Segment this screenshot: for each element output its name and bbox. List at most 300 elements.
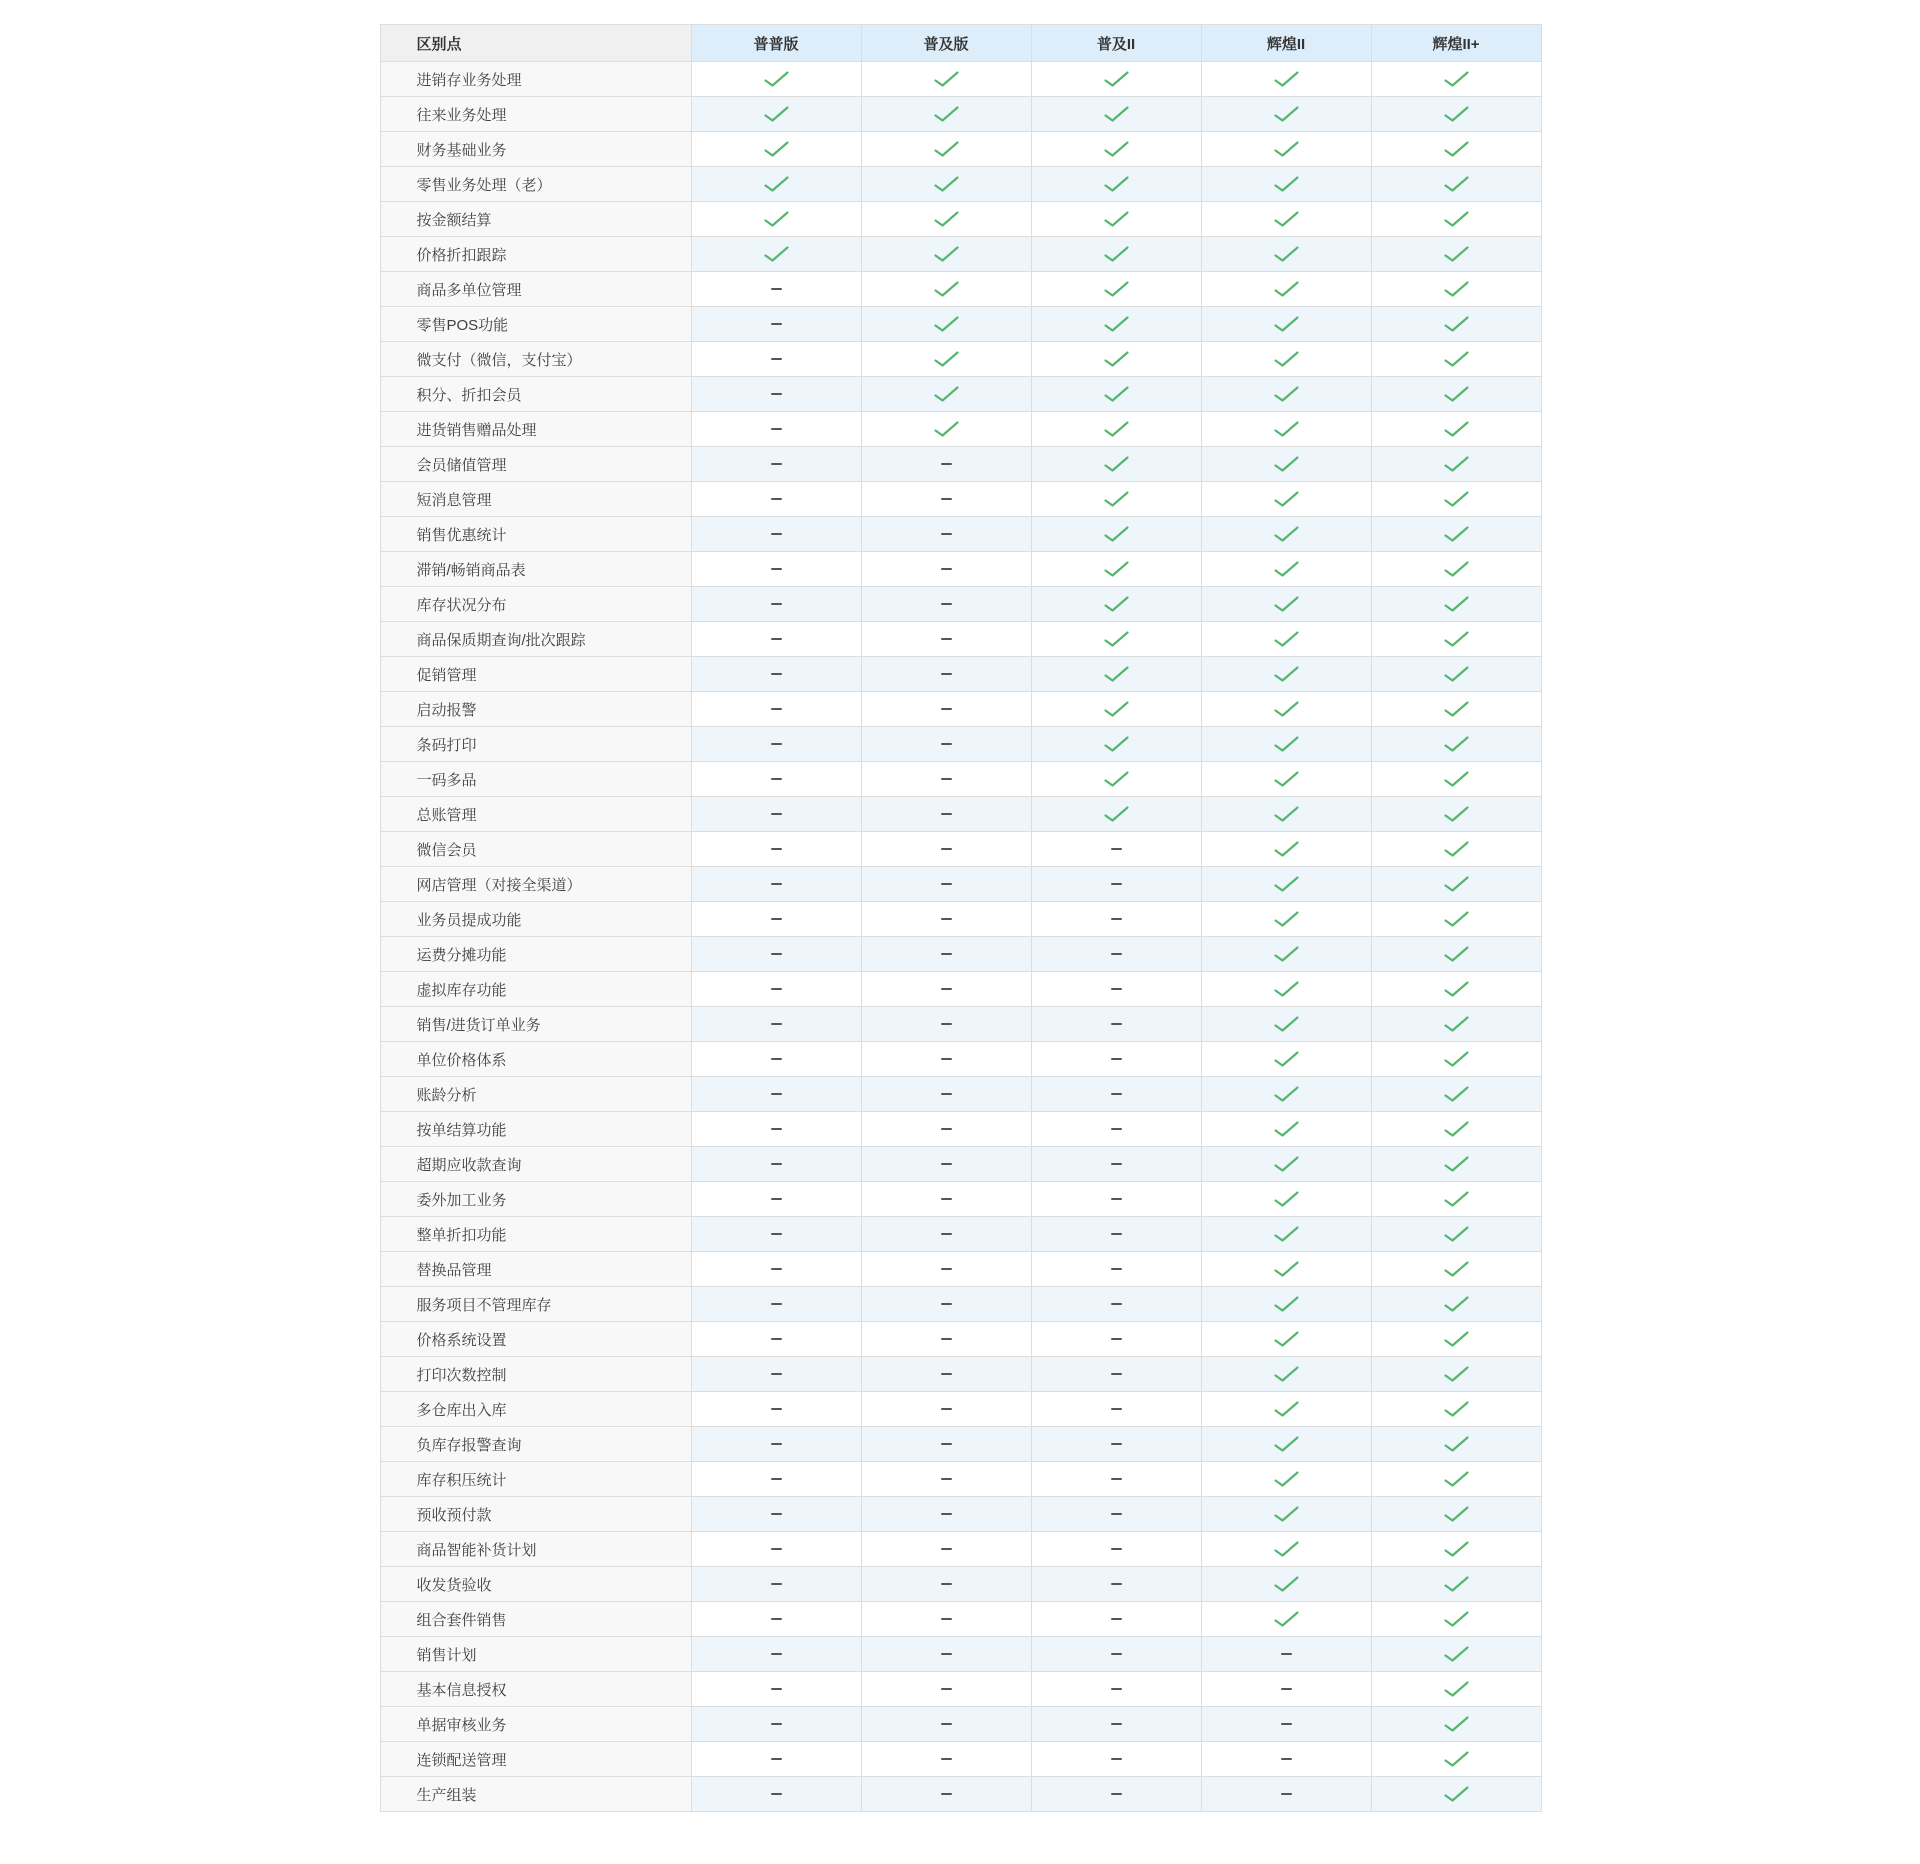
feature-label: 商品保质期查询/批次跟踪	[380, 622, 691, 657]
feature-available-cell	[1371, 1497, 1541, 1532]
table-row	[380, 1742, 1541, 1777]
dash-icon	[1111, 1373, 1122, 1375]
dash-icon	[771, 1653, 782, 1655]
dash-icon	[771, 533, 782, 535]
feature-available-cell	[1371, 1007, 1541, 1042]
feature-unavailable-cell	[691, 1532, 861, 1567]
feature-label: 预收预付款	[380, 1497, 691, 1532]
dash-icon	[771, 1618, 782, 1620]
comparison-table-body	[380, 62, 1541, 1812]
feature-unavailable-cell	[1201, 1672, 1371, 1707]
check-icon	[1443, 1680, 1470, 1698]
check-icon	[1443, 70, 1470, 88]
feature-available-cell	[1031, 762, 1201, 797]
check-icon	[1103, 385, 1130, 403]
check-icon	[1273, 1470, 1300, 1488]
feature-available-cell	[1201, 1427, 1371, 1462]
dash-icon	[941, 883, 952, 885]
dash-icon	[771, 1338, 782, 1340]
table-row	[380, 1252, 1541, 1287]
dash-icon	[771, 1023, 782, 1025]
dash-icon	[771, 1793, 782, 1795]
dash-icon	[771, 323, 782, 325]
table-row	[380, 1007, 1541, 1042]
feature-unavailable-cell	[1031, 937, 1201, 972]
feature-available-cell	[1201, 62, 1371, 97]
dash-icon	[941, 918, 952, 920]
dash-icon	[1111, 1303, 1122, 1305]
feature-available-cell	[1371, 1532, 1541, 1567]
check-icon	[933, 210, 960, 228]
dash-icon	[941, 1303, 952, 1305]
feature-available-cell	[1031, 657, 1201, 692]
comparison-table	[380, 24, 1542, 1812]
feature-available-cell	[1371, 1602, 1541, 1637]
feature-unavailable-cell	[691, 1637, 861, 1672]
feature-available-cell	[1371, 97, 1541, 132]
feature-available-cell	[1371, 1392, 1541, 1427]
feature-available-cell	[1031, 587, 1201, 622]
feature-label: 单据审核业务	[380, 1707, 691, 1742]
feature-available-cell	[1371, 237, 1541, 272]
check-icon	[1273, 1085, 1300, 1103]
feature-unavailable-cell	[861, 692, 1031, 727]
dash-icon	[1111, 1478, 1122, 1480]
feature-unavailable-cell	[1031, 1357, 1201, 1392]
feature-unavailable-cell	[691, 832, 861, 867]
feature-available-cell	[691, 202, 861, 237]
dash-icon	[1111, 848, 1122, 850]
dash-icon	[1111, 1443, 1122, 1445]
dash-icon	[941, 1758, 952, 1760]
feature-unavailable-cell	[861, 762, 1031, 797]
check-icon	[933, 70, 960, 88]
feature-unavailable-cell	[691, 1427, 861, 1462]
check-icon	[1273, 1155, 1300, 1173]
comparison-table-container	[380, 0, 1541, 1812]
table-row	[380, 972, 1541, 1007]
dash-icon	[771, 288, 782, 290]
check-icon	[1273, 980, 1300, 998]
feature-unavailable-cell	[691, 517, 861, 552]
feature-available-cell	[1371, 867, 1541, 902]
check-icon	[763, 175, 790, 193]
table-row	[380, 692, 1541, 727]
feature-available-cell	[1201, 1462, 1371, 1497]
feature-unavailable-cell	[861, 1322, 1031, 1357]
feature-available-cell	[1201, 1532, 1371, 1567]
feature-unavailable-cell	[1031, 1322, 1201, 1357]
check-icon	[1443, 1540, 1470, 1558]
check-icon	[1273, 1050, 1300, 1068]
table-row	[380, 132, 1541, 167]
feature-label: 库存积压统计	[380, 1462, 691, 1497]
feature-unavailable-cell	[1031, 1077, 1201, 1112]
table-row	[380, 1112, 1541, 1147]
dash-icon	[941, 638, 952, 640]
feature-label: 会员储值管理	[380, 447, 691, 482]
dash-icon	[771, 1128, 782, 1130]
check-icon	[1443, 1225, 1470, 1243]
check-icon	[1103, 175, 1130, 193]
table-row	[380, 62, 1541, 97]
dash-icon	[941, 1268, 952, 1270]
feature-unavailable-cell	[691, 1357, 861, 1392]
feature-label: 微支付（微信，支付宝）	[380, 342, 691, 377]
feature-available-cell	[1371, 1217, 1541, 1252]
feature-available-cell	[1201, 657, 1371, 692]
feature-available-cell	[1371, 272, 1541, 307]
feature-available-cell	[1031, 692, 1201, 727]
feature-unavailable-cell	[861, 1602, 1031, 1637]
check-icon	[763, 245, 790, 263]
feature-available-cell	[1371, 447, 1541, 482]
check-icon	[1443, 980, 1470, 998]
feature-unavailable-cell	[691, 1147, 861, 1182]
table-row	[380, 1182, 1541, 1217]
dash-icon	[941, 1128, 952, 1130]
feature-unavailable-cell	[861, 517, 1031, 552]
feature-label: 网店管理（对接全渠道）	[380, 867, 691, 902]
feature-available-cell	[1201, 1322, 1371, 1357]
feature-unavailable-cell	[1031, 1392, 1201, 1427]
table-row	[380, 482, 1541, 517]
dash-icon	[941, 778, 952, 780]
feature-unavailable-cell	[1031, 1252, 1201, 1287]
header-row	[380, 25, 1541, 62]
feature-unavailable-cell	[1031, 1287, 1201, 1322]
feature-available-cell	[1201, 902, 1371, 937]
feature-label: 销售计划	[380, 1637, 691, 1672]
check-icon	[1273, 770, 1300, 788]
table-row	[380, 1602, 1541, 1637]
table-row	[380, 1322, 1541, 1357]
feature-unavailable-cell	[691, 1777, 861, 1812]
check-icon	[1443, 1330, 1470, 1348]
feature-available-cell	[1371, 1042, 1541, 1077]
dash-icon	[771, 1058, 782, 1060]
dash-icon	[1111, 883, 1122, 885]
feature-available-cell	[1371, 1462, 1541, 1497]
table-row	[380, 622, 1541, 657]
check-icon	[1273, 630, 1300, 648]
feature-unavailable-cell	[691, 1322, 861, 1357]
dash-icon	[771, 883, 782, 885]
feature-unavailable-cell	[691, 1392, 861, 1427]
feature-available-cell	[1201, 1077, 1371, 1112]
check-icon	[1273, 1260, 1300, 1278]
check-icon	[1443, 1505, 1470, 1523]
dash-icon	[1111, 1513, 1122, 1515]
check-icon	[1443, 1365, 1470, 1383]
dash-icon	[941, 463, 952, 465]
feature-unavailable-cell	[691, 1567, 861, 1602]
table-header	[380, 25, 1541, 62]
dash-icon	[1111, 1688, 1122, 1690]
feature-available-cell	[1201, 832, 1371, 867]
feature-available-cell	[1031, 552, 1201, 587]
check-icon	[763, 210, 790, 228]
dash-icon	[941, 1583, 952, 1585]
feature-unavailable-cell	[1031, 902, 1201, 937]
feature-available-cell	[1371, 937, 1541, 972]
check-icon	[1443, 280, 1470, 298]
table-row	[380, 1462, 1541, 1497]
check-icon	[1443, 1085, 1470, 1103]
check-icon	[1273, 1505, 1300, 1523]
dash-icon	[771, 1513, 782, 1515]
feature-label: 单位价格体系	[380, 1042, 691, 1077]
check-icon	[1273, 105, 1300, 123]
check-icon	[1273, 280, 1300, 298]
dash-icon	[941, 1793, 952, 1795]
feature-available-cell	[1371, 202, 1541, 237]
dash-icon	[771, 603, 782, 605]
feature-available-cell	[1371, 1427, 1541, 1462]
check-icon	[933, 420, 960, 438]
dash-icon	[941, 1198, 952, 1200]
table-row	[380, 412, 1541, 447]
check-icon	[1273, 455, 1300, 473]
check-icon	[1443, 735, 1470, 753]
feature-available-cell	[1371, 1742, 1541, 1777]
feature-available-cell	[691, 132, 861, 167]
dash-icon	[941, 1478, 952, 1480]
dash-icon	[771, 1688, 782, 1690]
check-icon	[1273, 665, 1300, 683]
feature-available-cell	[1201, 1602, 1371, 1637]
feature-available-cell	[1201, 202, 1371, 237]
feature-available-cell	[861, 202, 1031, 237]
feature-unavailable-cell	[861, 832, 1031, 867]
feature-available-cell	[1371, 1252, 1541, 1287]
feature-available-cell	[1031, 517, 1201, 552]
check-icon	[1273, 525, 1300, 543]
feature-unavailable-cell	[861, 937, 1031, 972]
feature-available-cell	[1371, 1357, 1541, 1392]
check-icon	[1443, 595, 1470, 613]
feature-unavailable-cell	[691, 1462, 861, 1497]
feature-unavailable-cell	[691, 482, 861, 517]
dash-icon	[771, 1723, 782, 1725]
dash-icon	[1111, 1758, 1122, 1760]
check-icon	[1273, 875, 1300, 893]
feature-label: 按金额结算	[380, 202, 691, 237]
feature-unavailable-cell	[861, 1357, 1031, 1392]
dash-icon	[941, 1093, 952, 1095]
feature-available-cell	[1371, 412, 1541, 447]
check-icon	[1103, 525, 1130, 543]
feature-available-cell	[1031, 482, 1201, 517]
feature-available-cell	[1201, 1217, 1371, 1252]
check-icon	[1273, 1610, 1300, 1628]
check-icon	[1103, 805, 1130, 823]
check-icon	[1273, 1435, 1300, 1453]
feature-unavailable-cell	[1031, 972, 1201, 1007]
feature-unavailable-cell	[861, 727, 1031, 762]
table-row	[380, 937, 1541, 972]
dash-icon	[771, 428, 782, 430]
feature-available-cell	[1371, 377, 1541, 412]
table-row	[380, 1532, 1541, 1567]
feature-unavailable-cell	[691, 937, 861, 972]
feature-label: 财务基础业务	[380, 132, 691, 167]
feature-available-cell	[691, 62, 861, 97]
check-icon	[1273, 245, 1300, 263]
feature-available-cell	[1201, 1567, 1371, 1602]
table-row	[380, 797, 1541, 832]
feature-unavailable-cell	[861, 657, 1031, 692]
dash-icon	[771, 778, 782, 780]
dash-icon	[941, 673, 952, 675]
feature-available-cell	[1031, 447, 1201, 482]
feature-unavailable-cell	[861, 1742, 1031, 1777]
table-row	[380, 377, 1541, 412]
table-row	[380, 1287, 1541, 1322]
dash-icon	[1111, 1198, 1122, 1200]
feature-available-cell	[1031, 97, 1201, 132]
check-icon	[1103, 245, 1130, 263]
check-icon	[1273, 1225, 1300, 1243]
check-icon	[1273, 1015, 1300, 1033]
column-header-huihuang2: 辉煌II	[1201, 25, 1371, 62]
check-icon	[1443, 1435, 1470, 1453]
check-icon	[1443, 490, 1470, 508]
feature-unavailable-cell	[861, 1252, 1031, 1287]
check-icon	[1443, 910, 1470, 928]
check-icon	[1443, 1645, 1470, 1663]
feature-unavailable-cell	[691, 1182, 861, 1217]
feature-available-cell	[861, 62, 1031, 97]
check-icon	[1273, 1295, 1300, 1313]
feature-unavailable-cell	[691, 657, 861, 692]
check-icon	[1443, 1785, 1470, 1803]
feature-unavailable-cell	[861, 1217, 1031, 1252]
feature-unavailable-cell	[861, 902, 1031, 937]
feature-label: 启动报警	[380, 692, 691, 727]
feature-unavailable-cell	[1031, 1742, 1201, 1777]
feature-available-cell	[1371, 622, 1541, 657]
feature-unavailable-cell	[861, 1427, 1031, 1462]
check-icon	[1443, 1470, 1470, 1488]
feature-available-cell	[1031, 272, 1201, 307]
feature-label: 零售POS功能	[380, 307, 691, 342]
dash-icon	[771, 1478, 782, 1480]
check-icon	[1103, 280, 1130, 298]
feature-label: 短消息管理	[380, 482, 691, 517]
dash-icon	[941, 988, 952, 990]
check-icon	[1443, 1295, 1470, 1313]
dash-icon	[1111, 1058, 1122, 1060]
check-icon	[1443, 1260, 1470, 1278]
dash-icon	[771, 1303, 782, 1305]
check-icon	[1443, 1750, 1470, 1768]
dash-icon	[941, 1233, 952, 1235]
feature-unavailable-cell	[691, 1077, 861, 1112]
dash-icon	[1111, 1093, 1122, 1095]
check-icon	[1443, 1015, 1470, 1033]
feature-unavailable-cell	[1031, 1672, 1201, 1707]
dash-icon	[941, 498, 952, 500]
feature-label: 条码打印	[380, 727, 691, 762]
feature-unavailable-cell	[1031, 1007, 1201, 1042]
feature-label: 商品智能补货计划	[380, 1532, 691, 1567]
feature-available-cell	[1201, 937, 1371, 972]
check-icon	[1443, 1155, 1470, 1173]
check-icon	[1443, 630, 1470, 648]
table-row	[380, 1357, 1541, 1392]
table-row	[380, 762, 1541, 797]
check-icon	[1103, 140, 1130, 158]
dash-icon	[941, 1548, 952, 1550]
feature-available-cell	[1371, 1567, 1541, 1602]
feature-label: 整单折扣功能	[380, 1217, 691, 1252]
table-row	[380, 1217, 1541, 1252]
dash-icon	[941, 1408, 952, 1410]
feature-unavailable-cell	[1031, 1567, 1201, 1602]
feature-unavailable-cell	[691, 377, 861, 412]
check-icon	[1443, 1400, 1470, 1418]
feature-available-cell	[1371, 1112, 1541, 1147]
dash-icon	[941, 1618, 952, 1620]
table-row	[380, 1497, 1541, 1532]
feature-unavailable-cell	[691, 1252, 861, 1287]
feature-unavailable-cell	[691, 727, 861, 762]
feature-unavailable-cell	[691, 1007, 861, 1042]
feature-available-cell	[1201, 412, 1371, 447]
feature-available-cell	[1201, 797, 1371, 832]
feature-unavailable-cell	[861, 797, 1031, 832]
table-row	[380, 1392, 1541, 1427]
feature-unavailable-cell	[691, 1602, 861, 1637]
check-icon	[1103, 770, 1130, 788]
dash-icon	[1111, 1163, 1122, 1165]
feature-label: 促销管理	[380, 657, 691, 692]
feature-unavailable-cell	[861, 447, 1031, 482]
check-icon	[1443, 665, 1470, 683]
feature-available-cell	[1371, 1707, 1541, 1742]
feature-unavailable-cell	[1031, 1427, 1201, 1462]
check-icon	[1103, 490, 1130, 508]
feature-available-cell	[1201, 867, 1371, 902]
feature-available-cell	[1201, 237, 1371, 272]
table-row	[380, 1637, 1541, 1672]
dash-icon	[771, 498, 782, 500]
dash-icon	[941, 603, 952, 605]
feature-available-cell	[1371, 832, 1541, 867]
feature-available-cell	[691, 167, 861, 202]
table-row	[380, 1077, 1541, 1112]
check-icon	[1273, 1400, 1300, 1418]
check-icon	[933, 280, 960, 298]
feature-available-cell	[1031, 412, 1201, 447]
feature-unavailable-cell	[691, 1042, 861, 1077]
feature-unavailable-cell	[861, 867, 1031, 902]
feature-label: 库存状况分布	[380, 587, 691, 622]
dash-icon	[771, 848, 782, 850]
feature-unavailable-cell	[861, 1007, 1031, 1042]
feature-available-cell	[1201, 1497, 1371, 1532]
feature-unavailable-cell	[861, 972, 1031, 1007]
dash-icon	[771, 638, 782, 640]
feature-available-cell	[1201, 1042, 1371, 1077]
table-row	[380, 517, 1541, 552]
check-icon	[1273, 350, 1300, 368]
check-icon	[1443, 175, 1470, 193]
feature-unavailable-cell	[1201, 1637, 1371, 1672]
feature-label: 价格折扣跟踪	[380, 237, 691, 272]
feature-available-cell	[1371, 517, 1541, 552]
